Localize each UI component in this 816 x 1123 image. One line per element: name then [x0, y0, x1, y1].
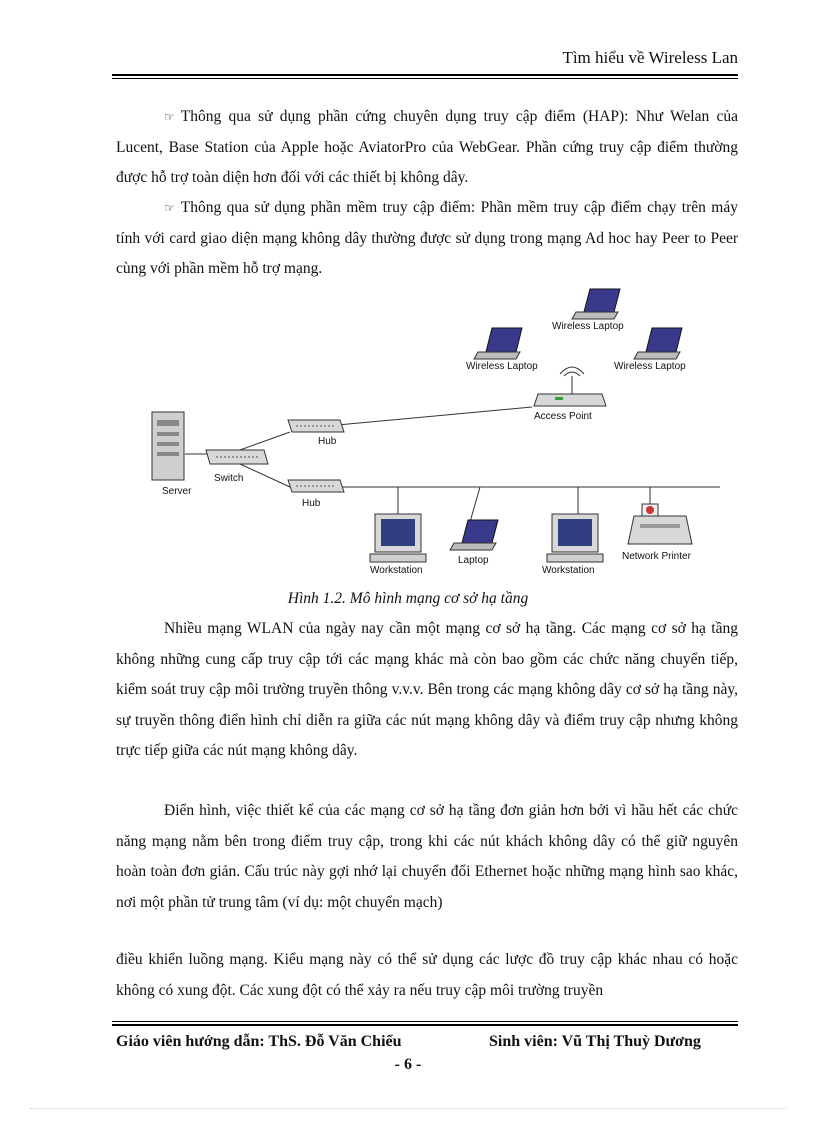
hub-top-icon: [288, 420, 344, 432]
label-switch: Switch: [214, 473, 244, 484]
server-icon: [152, 412, 184, 480]
wireless-laptop-left-icon: [474, 328, 522, 359]
workstation-1-icon: [370, 514, 426, 562]
page-bottom-dotted-line: [30, 1108, 786, 1109]
label-workstation-2: Workstation: [542, 565, 595, 576]
wireless-laptop-top-icon: [572, 289, 620, 319]
switch-icon: [206, 450, 268, 464]
header-rule-thin: [112, 78, 738, 79]
page-number: - 6 -: [394, 1056, 422, 1073]
running-header-title: Tìm hiểu về Wireless Lan: [562, 48, 738, 67]
paragraph-software-ap-text: Thông qua sử dụng phần mềm truy cập điểm: Phần mềm truy cập điểm chạy trên máy tính với card giao diện mạng không dây thường được sử dụng trong mạng Ad hoc hay Peer to Peer cùng với phần mềm hỗ trợ mạng.: [116, 199, 738, 277]
paragraph-continuation: điều khiển luồng mạng. Kiểu mạng này có thể sử dụng các lược đồ truy cập khác nhau có hoặc không có xung đột. Các xung đột có thể xảy ra nếu truy cập môi trường truyền: [116, 951, 738, 999]
paragraph-infrastructure: Nhiều mạng WLAN của ngày nay cần một mạng cơ sở hạ tầng. Các mạng cơ sở hạ tầng không những cung cấp truy cập tới các mạng khác mà còn bao gồm các chức năng chuyển tiếp, kiểm soát truy cập môi trường truyền thông v.v.v. Bên trong các mạng không dây cơ sở hạ tầng này, sự truyền thông điển hình chỉ diễn ra giữa các nút mạng không dây và điểm truy cập nhưng không trực tiếp giữa các nút mạng không dây.: [116, 620, 738, 759]
access-point-icon: [534, 367, 606, 406]
label-laptop: Laptop: [458, 555, 489, 566]
wireless-laptop-right-icon: [634, 328, 682, 359]
network-diagram: [140, 282, 720, 582]
hub-bottom-icon: [288, 480, 344, 492]
label-wireless-laptop-right: Wireless Laptop: [614, 361, 686, 372]
footer-rule-thick: [112, 1024, 738, 1026]
label-network-printer: Network Printer: [622, 551, 691, 562]
paragraph-software-ap: [116, 193, 738, 285]
paragraph-hap-text: Thông qua sử dụng phần cứng chuyên dụng truy cập điểm (HAP): Như Welan của Lucent, Base Station của Apple hoặc AviatorPro của WebGear. Phần cứng truy cập điểm thường được hỗ trợ toàn diện hơn đối với các thiết bị không dây.: [116, 108, 738, 186]
label-server: Server: [162, 486, 192, 497]
network-printer-icon: [628, 504, 692, 544]
label-workstation-1: Workstation: [370, 565, 423, 576]
label-wireless-laptop-top: Wireless Laptop: [552, 321, 624, 332]
header-rule-thick: [112, 74, 738, 76]
label-hub-bottom: Hub: [302, 498, 321, 509]
footer-advisor: Giáo viên hướng dẫn: ThS. Đỗ Văn Chiểu: [116, 1033, 402, 1050]
footer-student: Sinh viên: Vũ Thị Thuỳ Dương: [489, 1033, 701, 1050]
label-access-point: Access Point: [534, 411, 592, 422]
footer-rule-thin: [112, 1021, 738, 1022]
laptop-icon: [450, 520, 498, 550]
paragraph-design: Điển hình, việc thiết kế của các mạng cơ sở hạ tầng đơn giản hơn bởi vì hầu hết các chức năng mạng nằm bên trong điểm truy cập, trong khi các nút khách không dây có thể giữ nguyên hoàn toàn đơn giản. Cấu trúc này gợi nhớ lại chuyển đổi Ethernet hoặc những mạng hình sao khác, nơi một phần tử trung tâm (ví dụ: một chuyển mạch): [116, 802, 738, 911]
figure-caption: Hình 1.2. Mô hình mạng cơ sở hạ tầng: [287, 590, 529, 607]
pointing-hand-icon: ☞: [164, 110, 175, 124]
pointing-hand-icon: ☞: [164, 201, 175, 215]
paragraph-hap: [116, 102, 738, 194]
label-wireless-laptop-left: Wireless Laptop: [466, 361, 538, 372]
workstation-2-icon: [547, 514, 603, 562]
label-hub-top: Hub: [318, 436, 337, 447]
